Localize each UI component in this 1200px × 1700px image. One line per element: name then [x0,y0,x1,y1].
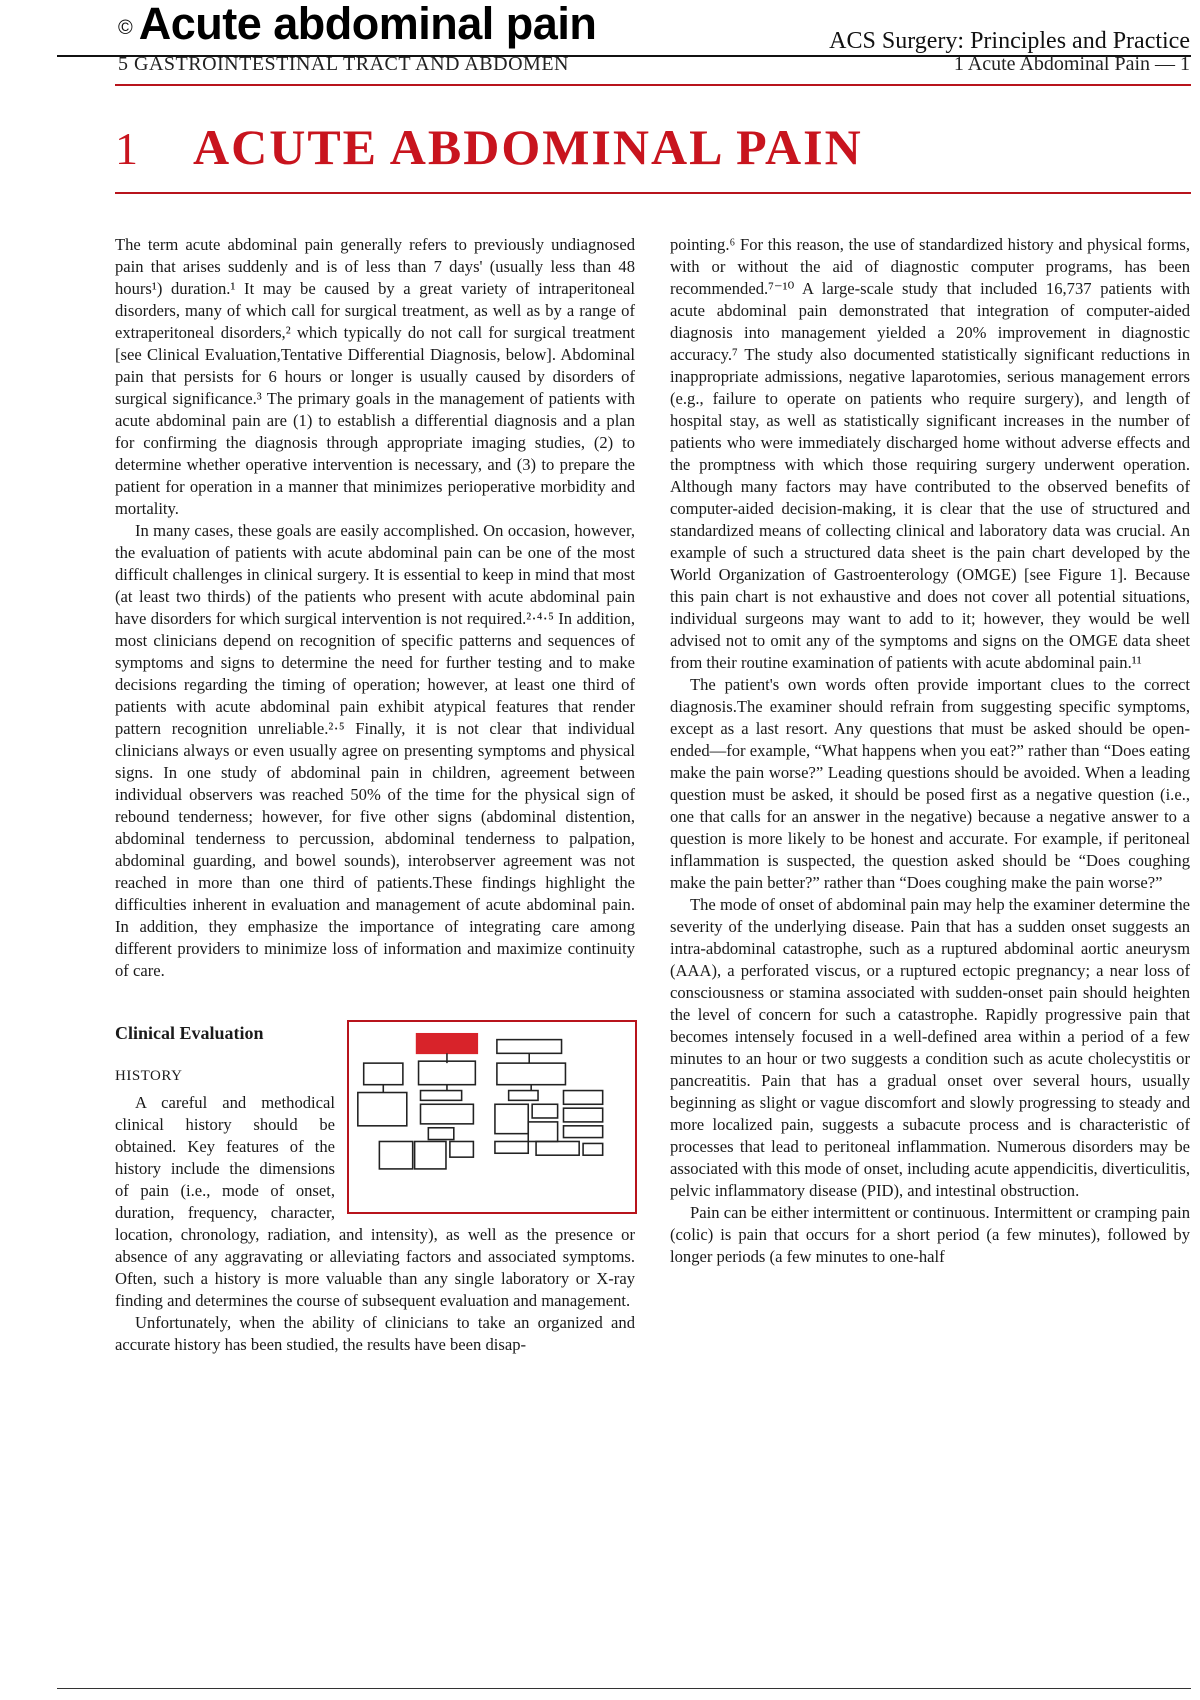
figure-1-thumbnail[interactable] [347,1020,637,1214]
chart-box [536,1141,579,1155]
document-title: Acute abdominal pain [138,0,597,49]
document-title-bar [118,0,596,48]
paragraph: The term acute abdominal pain generally refers to previously undiagnosed pain that arises suddenly and is of less than 7 days' (usually less than 48 hours¹) duration.¹ It may be caused by a great variety of intraperitoneal disorders, many of which call for surgical treatment, as well as by a range of extraperitoneal disorders,² which typically do not call for surgical treatment [see Clinical Evaluation,Tentative Differential Diagnosis, below]. Abdominal pain that persists for 6 hours or longer is usually caused by disorders of surgical significance.³ The primary goals in the management of patients with acute abdominal pain are (1) to establish a differential diagnosis and a plan for confirming the diagnosis through appropriate imaging studies, (2) to determine whether operative intervention is necessary, and (3) to prepare the patient for operation in a manner that minimizes perioperative morbidity and mortality. [115,235,635,518]
chapter-number: 1 [115,123,138,174]
spacer [115,982,635,1022]
chart-box [563,1108,602,1122]
chapter-title: ACUTE ABDOMINAL PAIN [193,119,863,175]
chart-box [497,1040,562,1054]
chart-box [421,1091,462,1101]
chart-box [509,1091,538,1101]
chapter-running-head: 1 Acute Abdominal Pain — 1 [953,53,1190,75]
paragraph: A careful and methodical clinical history should be obtained. Key features of the history include the dimensions of pain (i.e., mode of onset, duration, frequency, character, location, chronology, radiation, and intensity), as well as the presence or absence of any aggravating or alleviating factors and associated symptoms. Often, such a history is more valuable than any single laboratory or X-ray finding and determines the course of subsequent evaluation and management. [115,1093,635,1310]
book-title: ACS Surgery: Principles and Practice [829,28,1190,54]
chart-box [428,1128,453,1140]
paragraph: The patient's own words often provide important clues to the correct diagnosis.The examiner should refrain from suggesting specific symptoms, except as a last resort. Any questions that must be asked should be open-ended—for example, “What happens when you eat?” rather than “Does eating make the pain worse?” Leading questions should be avoided. When a leading question must be asked, it should be posed first as a negative question (i.e., one that calls for an answer in the negative) because a negative answer to a question is more likely to be honest and accurate. For example, if peritoneal inflammation is suspected, the question asked should be “Does coughing make the pain better?” rather than “Does coughing make the pain worse?” [670,675,1190,892]
subsection-heading-history: HISTORY [115,1068,183,1084]
chart-box-highlight [417,1034,478,1054]
chart-box [495,1104,528,1133]
chart-box [415,1141,446,1168]
left-column [115,234,635,1356]
paragraph: The mode of onset of abdominal pain may help the examiner determine the severity of the underlying disease. Pain that has a sudden onset suggests an intra-abdominal catastrophe, such as a ruptured abdominal aortic aneurysm (AAA), a perforated viscus, or a ruptured ectopic pregnancy; a near loss of consciousness or stamina associated with sudden-onset pain should heighten the level of concern for such a catastrophe. Rapidly progressive pain that becomes intensely focused in a well-defined area within a period of a few minutes to an hour or two suggests a condition such as acute cholecystitis or pancreatitis. Pain that has a gradual onset over several hours, usually beginning as slight or vague discomfort and slowly progressing to steady and more localized pain, suggests a subacute process and is characteristic of processes that lead to peritoneal inflammation. Numerous disorders may be associated with this mode of onset, including acute appendicitis, diverticulitis, pelvic inflammatory disease (PID), and intestinal obstruction. [670,895,1190,1200]
chart-box [528,1122,557,1142]
paragraph: Unfortunately, when the ability of clinicians to take an organized and accurate history has been studied, the results have been disap- [115,1313,635,1354]
footer-rule [57,1688,1191,1689]
chart-box [497,1063,566,1085]
chart-box [532,1104,557,1118]
chart-box [364,1063,403,1085]
chart-box [583,1143,603,1155]
right-column [670,234,1190,1268]
chart-box [450,1141,474,1157]
paragraph: In many cases, these goals are easily accomplished. On occasion, however, the evaluation of patients with acute abdominal pain can be one of the most difficult challenges in clinical surgery. It is essential to keep in mind that most (at least two thirds) of the patients who present with acute abdominal pain have disorders for which surgical intervention is not required.²·⁴·⁵ In addition, most clinicians depend on recognition of specific patterns and sequences of symptoms and signs to determine the need for further testing and to make decisions regarding the timing of operation; however, at least one third of patients with acute abdominal pain exhibit atypical features that render pattern recognition unreliable.²·⁵ Finally, it is not clear that individual clinicians always or even usually agree on presenting symptoms and physical signs. In one study of abdominal pain in children, agreement between individual observers was reached 50% of the time for the physical sign of rebound tenderness; however, for five other signs (abdominal distention, abdominal tenderness to percussion, abdominal tenderness to palpation, abdominal guarding, and bowel sounds), interobserver agreement was not reached in more than one third of patients.These findings highlight the difficulties inherent in evaluation and management of acute abdominal pain. In addition, they emphasize the importance of integrating care among different providers to minimize loss of information and maximize continuity of care. [115,521,635,980]
chart-box [379,1141,412,1168]
header-red-rule [115,84,1191,86]
section-label: 5 GASTROINTESTINAL TRACT AND ABDOMEN [118,53,569,75]
chart-box [563,1091,602,1105]
paragraph: Pain can be either intermittent or continuous. Intermittent or cramping pain (colic) is pain that occurs for a short period (a few minutes), followed by longer periods (a few minutes to one-half [670,1203,1190,1266]
chart-box [358,1093,407,1126]
chart-box [495,1141,528,1153]
flowchart-diagram [349,1022,635,1212]
copyright-icon: © [118,16,133,39]
chapter-heading [115,118,863,176]
chart-box [419,1061,476,1085]
chart-box [421,1104,474,1124]
chart-box [563,1126,602,1138]
paragraph: pointing.⁶ For this reason, the use of standardized history and physical forms, with or without the aid of diagnostic computer programs, has been recommended.⁷⁻¹⁰ A large-scale study that included 16,737 patients with acute abdominal pain demonstrated that integration of computer-aided diagnosis into management yielded a 20% improvement in diagnostic accuracy.⁷ The study also documented statistically significant reductions in inappropriate admissions, negative laparotomies, serious management errors (e.g., failure to operate on patients who require surgery), and length of hospital stay, as well as statistically significant increases in the number of patients who were immediately discharged home without adverse effects and the promptness with which those requiring surgery underwent operation. Although many factors may have contributed to the observed benefits of computer-aided decision-making, it is clear that the use of structured and standardized means of collecting clinical and laboratory data was crucial. An example of such a structured data sheet is the pain chart developed by the World Organization of Gastroenterology (OMGE) [see Figure 1]. Because this pain chart is not exhaustive and does not cover all potential situations, individual surgeons may want to add to it; however, they would be well advised not to omit any of the symptoms and signs on the OMGE data sheet from their routine examination of patients with acute abdominal pain.¹¹ [670,235,1190,672]
chapter-rule [115,192,1191,194]
section-heading-clinical-evaluation: Clinical Evaluation [115,1023,264,1043]
